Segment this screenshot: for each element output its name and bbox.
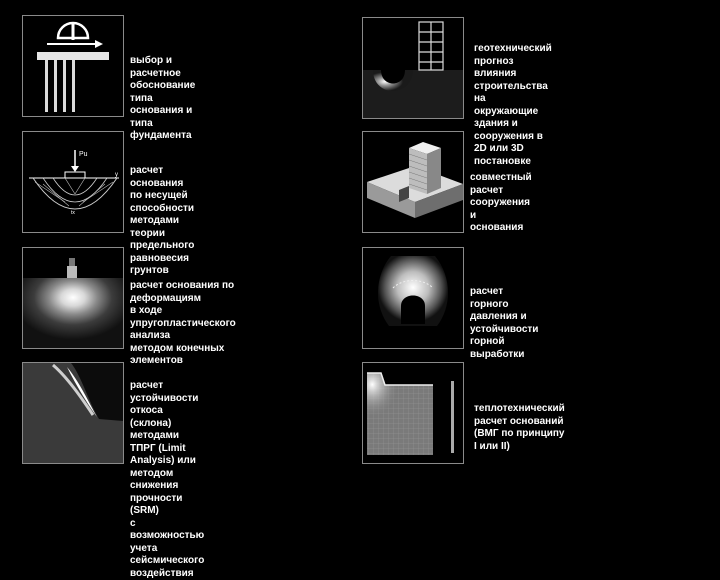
feature-label: совместный расчет сооружения и основания [470,172,532,233]
foundation-selection-icon [22,15,124,117]
svg-text:y: y [115,172,118,178]
feature-label: геотехнический прогноз влияния строительства на окружающие здания и сооружения в 2D или 3D постановке [474,43,552,167]
bearing-capacity-icon [22,131,124,233]
structure-foundation-3d-icon [362,131,464,233]
feature-label: расчет горного давления и устойчивости горной выработки [470,286,539,360]
svg-text:Pu: Pu [79,151,88,158]
svg-text:tx: tx [71,210,75,216]
feature-label: выбор и расчетное обоснование типа основания и типа фундамента [130,55,196,141]
feature-label: расчет основания по деформациям в ходе упругопластического анализа методом конечных элементов [130,280,236,366]
slope-stability-icon [22,362,124,464]
feature-label: расчет основания по несущей способности методами теории предельного равновесия грунтов [130,165,195,276]
feature-label: теплотехнический расчет оснований (ВМГ по принципу I или II) [474,403,565,452]
tunnel-pressure-icon [362,247,464,349]
building-impact-icon [362,17,464,119]
fem-deformation-icon [22,247,124,349]
feature-label: расчет устойчивости откоса (склона) методами ТПРГ (Limit Analysis) или методом снижения прочности (SRM) с возможностью учета сейсмического воздействия [130,380,205,579]
thermal-analysis-icon [362,362,464,464]
